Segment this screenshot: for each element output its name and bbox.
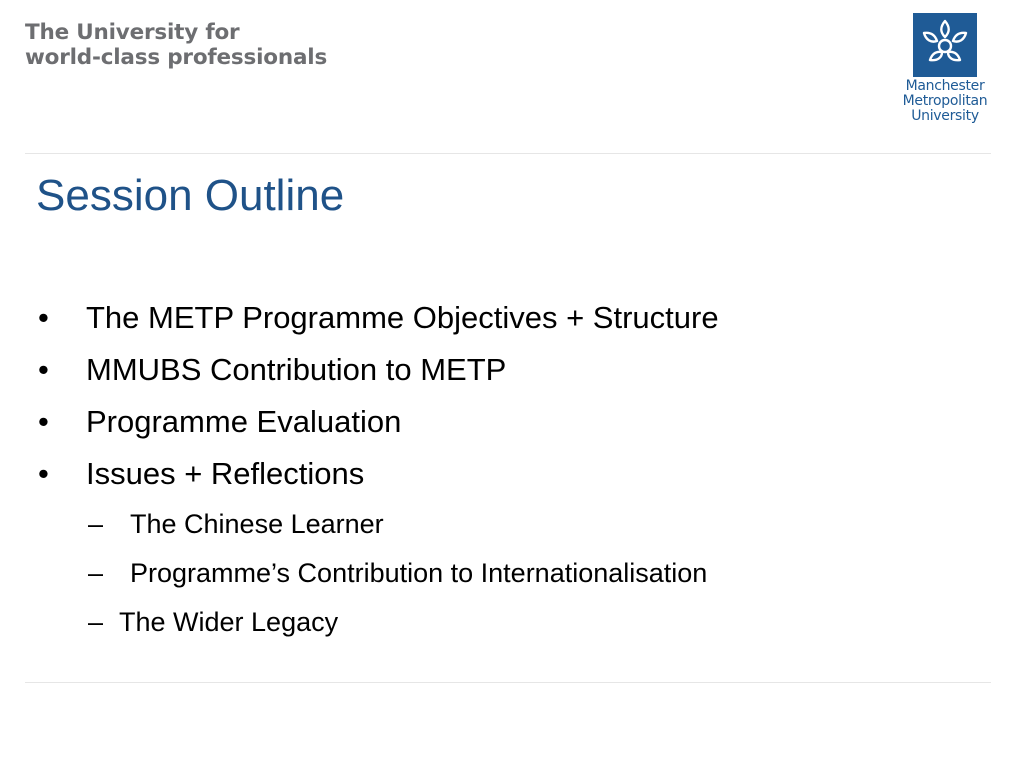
star-emblem-icon bbox=[913, 13, 977, 77]
bullet-icon: • bbox=[38, 404, 49, 439]
outline-subitem-text: The Wider Legacy bbox=[119, 607, 339, 637]
dash-icon: – bbox=[88, 607, 104, 637]
logo-line-2: Metropolitan bbox=[902, 93, 988, 109]
university-tagline bbox=[25, 20, 327, 70]
bullet-icon: • bbox=[38, 352, 49, 387]
logo-wordmark bbox=[893, 79, 997, 124]
outline-item-text: The METP Programme Objectives + Structure bbox=[86, 300, 719, 335]
dash-icon: – bbox=[88, 509, 104, 539]
outline-subitem-text: The Chinese Learner bbox=[130, 509, 384, 539]
bullet-icon: • bbox=[38, 300, 49, 335]
slide-title: Session Outline bbox=[36, 171, 345, 220]
logo-line-1: Manchester bbox=[905, 78, 985, 94]
tagline-line-1: The University for bbox=[25, 20, 240, 45]
dash-icon: – bbox=[88, 558, 104, 588]
university-logo bbox=[893, 13, 997, 124]
outline-item-text: MMUBS Contribution to METP bbox=[86, 352, 507, 387]
outline-subitem-text: Programme’s Contribution to Internationalisation bbox=[130, 558, 708, 588]
footer-divider bbox=[25, 682, 991, 683]
outline-item-text: Programme Evaluation bbox=[86, 404, 402, 439]
logo-line-3: University bbox=[911, 108, 979, 124]
header-divider bbox=[25, 153, 991, 154]
bullet-icon: • bbox=[38, 456, 49, 491]
tagline-line-2: world-class professionals bbox=[25, 45, 328, 70]
outline-item-text: Issues + Reflections bbox=[86, 456, 365, 491]
